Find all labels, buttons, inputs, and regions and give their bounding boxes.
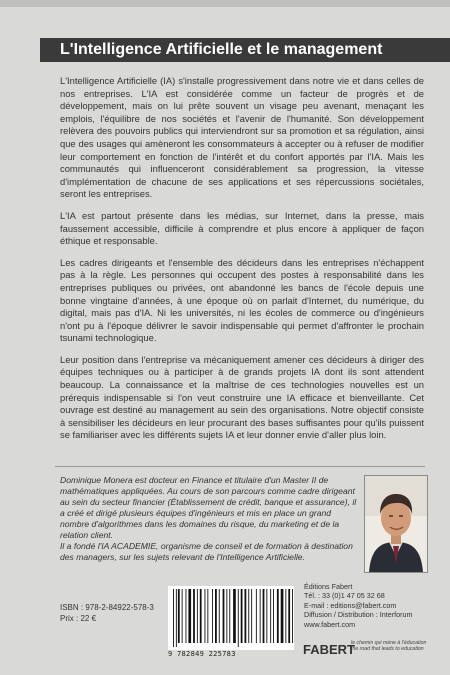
paragraph-2: L'IA est partout présente dans les médias, sur Internet, dans la presse, mais faussement accessible, difficile à comprendre et plus encore à appliquer de façon éthique et responsable. <box>60 209 424 247</box>
barcode-bar <box>277 589 279 643</box>
publisher-name: Éditions Fabert <box>304 582 353 591</box>
barcode-bar <box>212 589 213 643</box>
barcode-bar <box>256 589 257 643</box>
barcode-bar <box>188 589 191 643</box>
author-portrait-image <box>365 476 427 572</box>
barcode <box>168 586 294 650</box>
logo-tagline-en: the road that leads to education <box>351 646 424 653</box>
barcode-bar <box>251 589 252 643</box>
barcode-bar <box>281 589 284 643</box>
publisher-website: www.fabert.com <box>304 619 356 629</box>
barcode-bar <box>233 589 236 643</box>
barcode-bar <box>219 589 220 643</box>
logo-tagline <box>351 640 441 653</box>
barcode-bar <box>270 589 271 643</box>
barcode-bar <box>193 589 195 643</box>
barcode-bar <box>173 589 174 647</box>
paragraph-4: Leur position dans l'entreprise va mécaniquement amener ces décideurs à diriger des équipes techniques ou à participer à de grands projets IA dont ils sont attendent beaucoup. La connaissance et la maîtrise de ces technologies nouvelles est un prérequis indispensable si l'on veut construire une IA efficace et bienveillante. Cet ouvrage est destiné au management au sein des organisations. Notre objectif consiste à sensibiliser les décideurs en leur procurant des bases suffisantes pour qu'ils puissent se familiariser avec les différents sujets IA et leur donner envie d'aller plus loin. <box>60 353 424 441</box>
barcode-bar <box>248 589 249 643</box>
publisher-info <box>304 582 444 629</box>
barcode-bar <box>197 589 198 643</box>
barcode-bar <box>223 589 225 643</box>
barcode-bar <box>285 589 286 643</box>
logo-wordmark: FABERT <box>303 642 355 657</box>
paragraph-3: Les cadres dirigeants et l'ensemble des décideurs dans les entreprises n'échappent pas à la règle. Les personnes qui occupent des postes à responsabilité dans les entreprises publiques ou privées, ont abandonné les bancs de l'école depuis une bonne vingtaine d'années, à une époque où on parlait d'Internet, du numérique, du digital, mais pas d'IA. Ni les universités, ni les écoles de commerce ou d'ingénieurs n'ont pu à l'époque délivrer le savoir indispensable qui permet d'affronter le prochain tsunami technologique. <box>60 256 424 344</box>
publisher-logo <box>303 640 441 660</box>
publisher-phone: Tél. : 33 (0)1 47 05 32 68 <box>304 591 385 601</box>
book-title: L'Intelligence Artificielle et le management <box>40 38 450 62</box>
barcode-bar <box>205 589 206 643</box>
barcode-bar <box>273 589 274 643</box>
barcode-bar <box>200 589 202 643</box>
page-top-edge <box>0 0 450 7</box>
barcode-bar <box>215 589 217 643</box>
barcode-bar <box>186 589 187 643</box>
barcode-bar <box>238 589 239 647</box>
isbn: ISBN : 978-2-84922-578-3 <box>60 603 154 612</box>
author-photo <box>364 475 428 573</box>
publisher-email: E-mail : editions@fabert.com <box>304 600 397 610</box>
barcode-bar <box>245 589 247 643</box>
author-bio-paragraph-1: Dominique Monera est docteur en Finance et titulaire d'un Master II de mathématiques appliquées. Au cours de son parcours comme cadre dirigeant au sein du secteur financier (Établissement de crédit, banque et assurance), il a créé et dirigé plusieurs équipes d'ingénieurs et mis en place un grand nombre d'algorithmes dans les domaines du risque, du marketing et de la relation client. <box>60 475 357 540</box>
publisher-distribution: Diffusion / Distribution : Interforum <box>304 610 413 620</box>
logo-tagline-fr: le chemin qui mène à l'éducation <box>351 640 427 646</box>
author-bio <box>60 475 358 563</box>
barcode-digits: 9 782849 225783 <box>168 650 236 658</box>
barcode-bar <box>182 589 183 643</box>
barcode-bar <box>292 589 293 643</box>
barcode-bar <box>263 589 265 643</box>
barcode-bar <box>288 589 290 643</box>
section-divider <box>55 466 425 467</box>
paragraph-1: L'Intelligence Artificielle (IA) s'installe progressivement dans notre vie et dans celles de nos entreprises. L'IA est considérée comme un facteur de progrès et de développement, mais on lui prête souvent un visage peu avenant, menaçant les emplois, l'équilibre de nos sociétés et l'avenir de l'humanité. Son développement relèvera des pouvoirs publics qui interviendront sur sa promotion et sa régulation, ainsi que des usages qui amèneront les consommateurs à accepter ou à refuser de modifier leur comportement en fonction de l'intérêt et du confort apportés par l'IA. Mais les communautés qui influenceront considérablement sa progression, la vitesse d'implémentation de chacune de ses applications et ses répercussions sociétales, seront les entreprises. <box>60 75 424 200</box>
barcode-bar <box>226 589 227 643</box>
barcode-bar <box>229 589 230 643</box>
barcode-bar <box>176 589 177 647</box>
back-cover-description <box>60 75 424 451</box>
author-bio-paragraph-2: Il a fondé l'IA ACADEMIE, organisme de conseil et de formation à destination des managers, sur les sujets relevant de l'Intelligence Artificielle. <box>60 541 353 562</box>
barcode-bar <box>178 589 180 643</box>
barcode-bar <box>260 589 261 643</box>
barcode-bar <box>241 589 243 643</box>
price: Prix : 22 € <box>60 614 97 623</box>
barcode-bar <box>207 589 208 643</box>
barcode-bar <box>266 589 267 643</box>
